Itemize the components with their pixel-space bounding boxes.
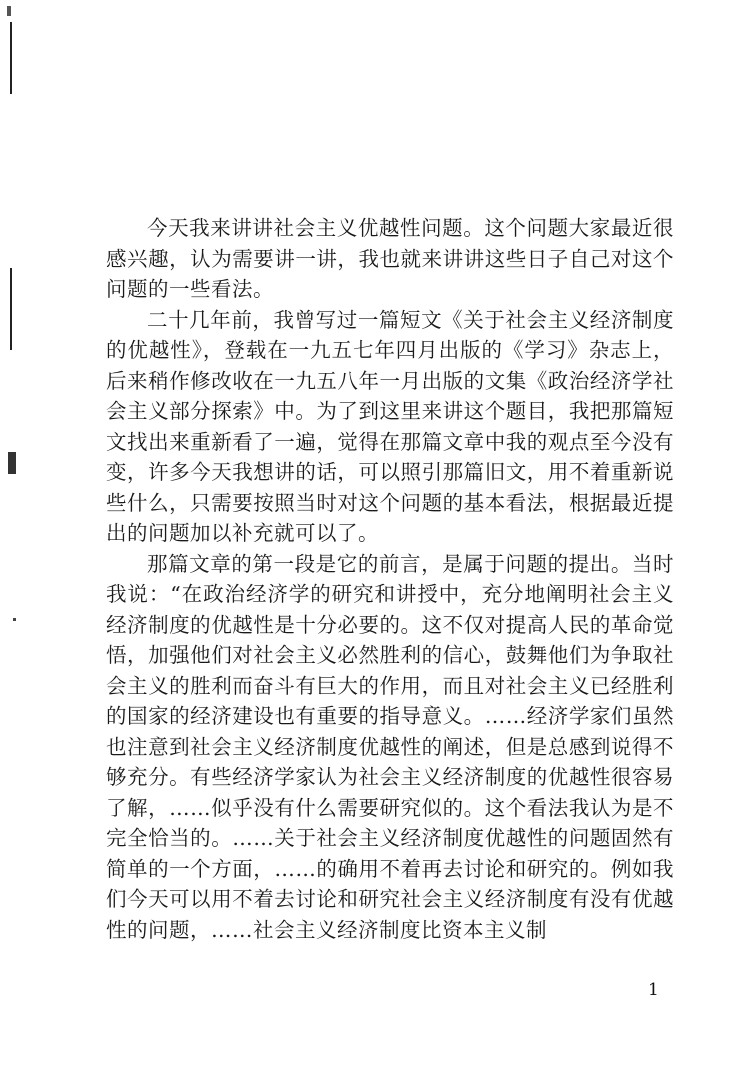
- scan-mark-top-dot: [7, 6, 11, 16]
- scan-mark-small-dot: [13, 618, 16, 621]
- scan-mark-top-line: [10, 22, 12, 94]
- page-body-text: [106, 213, 674, 945]
- paragraph-3: 那篇文章的第一段是它的前言，是属于问题的提出。当时我说：“在政治经济学的研究和讲授中，充分地阐明社会主义经济制度的优越性是十分必要的。这不仅对提高人民的革命觉悟，加强他们对社会主义必然胜利的信心，鼓舞他们为争取社会主义的胜利而奋斗有巨大的作用，而且对社会主义已经胜利的国家的经济建设也有重要的指导意义。……经济学家们虽然也注意到社会主义经济制度优越性的阐述，但是总感到说得不够充分。有些经济学家认为社会主义经济制度的优越性很容易了解，……似乎没有什么需要研究似的。这个看法我认为是不完全恰当的。……关于社会主义经济制度优越性的问题固然有简单的一个方面，……的确用不着再去讨论和研究的。例如我们今天可以用不着去讨论和研究社会主义经济制度有没有优越性的问题，……社会主义经济制度比资本主义制: [106, 551, 674, 942]
- page-number: 1: [648, 980, 659, 1000]
- paragraph-1: 今天我来讲讲社会主义优越性问题。这个问题大家最近很感兴趣，认为需要讲一讲，我也就来讲讲这些日子自己对这个问题的一些看法。: [106, 216, 674, 301]
- paragraph-2: 二十几年前，我曾写过一篇短文《关于社会主义经济制度的优越性》，登载在一九五七年四月出版的《学习》杂志上，后来稍作修改收在一九五八年一月出版的文集《政治经济学社会主义部分探索》中。为了到这里来讲这个题目，我把那篇短文找出来重新看了一遍，觉得在那篇文章中我的观点至今没有变，许多今天我想讲的话，可以照引那篇旧文，用不着重新说些什么，只需要按照当时对这个问题的基本看法，根据最近提出的问题加以补充就可以了。: [106, 307, 674, 545]
- scan-mark-middle-line: [10, 268, 12, 350]
- scan-mark-block: [8, 452, 16, 474]
